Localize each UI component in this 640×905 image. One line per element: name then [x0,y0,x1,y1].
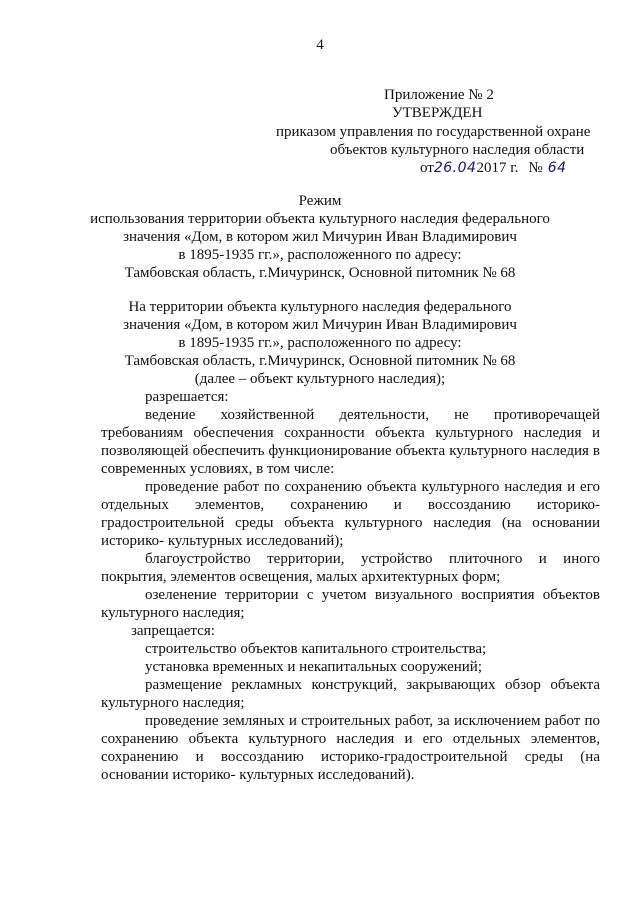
p1-line-3: позволяющей обеспечить функционирование объекта культурного наследия в [101,443,600,459]
intro-line-2: значения «Дом, в котором жил Мичурин Иван Владимирович [123,317,517,333]
date-suffix: 2017 г. [476,160,519,176]
handwritten-number: 64 [547,160,567,176]
p4-line-2: культурного наследия; [101,605,245,621]
forbidden-item-4-line-1: проведение земляных и строительных работ, за исключением работ по [145,713,600,729]
order-date-line [420,159,567,177]
order-line-2: объектов культурного наследия области [330,142,585,158]
p2-line-4: историко- культурных исследований); [101,533,344,549]
title-line-1: использования территории объекта культурного наследия федерального [90,211,550,227]
p2-line-3: градостроительной среды объекта культурного наследия (на основании [101,515,600,531]
p1-line-4: современных условиях, в том числе: [101,461,335,477]
order-line-1: приказом управления по государственной охране [276,124,591,140]
forbidden-item-4-line-3: сохранению и воссозданию историко-градостроительной среды (на [101,749,600,765]
date-prefix: от [420,160,434,176]
forbidden-item-2: установка временных и некапитальных сооружений; [145,659,482,675]
title-line-4: Тамбовская область, г.Мичуринск, Основной питомник № 68 [124,265,516,281]
title-line-2: значения «Дом, в котором жил Мичурин Иван Владимирович [123,229,517,245]
forbidden-item-3-line-2: культурного наследия; [101,695,245,711]
p3-line-2: покрытия, элементов освещения, малых архитектурных форм; [101,569,501,585]
forbidden-item-4-line-2: сохранению объекта культурного наследия и его отдельных элементов, [101,731,600,747]
title-heading: Режим [298,193,342,209]
intro-line-1: На территории объекта культурного наследия федерального [128,299,512,315]
title-line-3: в 1895-1935 гг.», расположенного по адресу: [178,247,462,263]
p4-line-1: озеленение территории с учетом визуального восприятия объектов [145,587,600,603]
intro-line-4: Тамбовская область, г.Мичуринск, Основной питомник № 68 [124,353,516,369]
forbidden-item-4-line-4: основании историко- культурных исследований). [101,767,415,783]
allowed-label: разрешается: [145,389,229,405]
p2-line-1: проведение работ по сохранению объекта культурного наследия и его [145,479,600,495]
intro-line-5: (далее – объект культурного наследия); [194,371,446,387]
intro-line-3: в 1895-1935 гг.», расположенного по адресу: [178,335,462,351]
approved-label: УТВЕРЖДЕН [392,105,483,121]
p1-line-1: ведение хозяйственной деятельности, не противоречащей [145,407,600,423]
p2-line-2: отдельных элементов, сохранению и воссозданию историко- [101,497,600,513]
appendix-label: Приложение № 2 [384,87,494,103]
p3-line-1: благоустройство территории, устройство плиточного и иного [145,551,600,567]
forbidden-label: запрещается: [131,623,215,639]
forbidden-item-3-line-1: размещение рекламных конструкций, закрывающих обзор объекта [145,677,600,693]
number-prefix: № [528,160,543,176]
p1-line-2: требованиям обеспечения сохранности объекта культурного наследия и [101,425,600,441]
forbidden-item-1: строительство объектов капитального строительства; [145,641,487,657]
handwritten-date: 26.04 [433,160,477,176]
page-number: 4 [316,37,324,53]
